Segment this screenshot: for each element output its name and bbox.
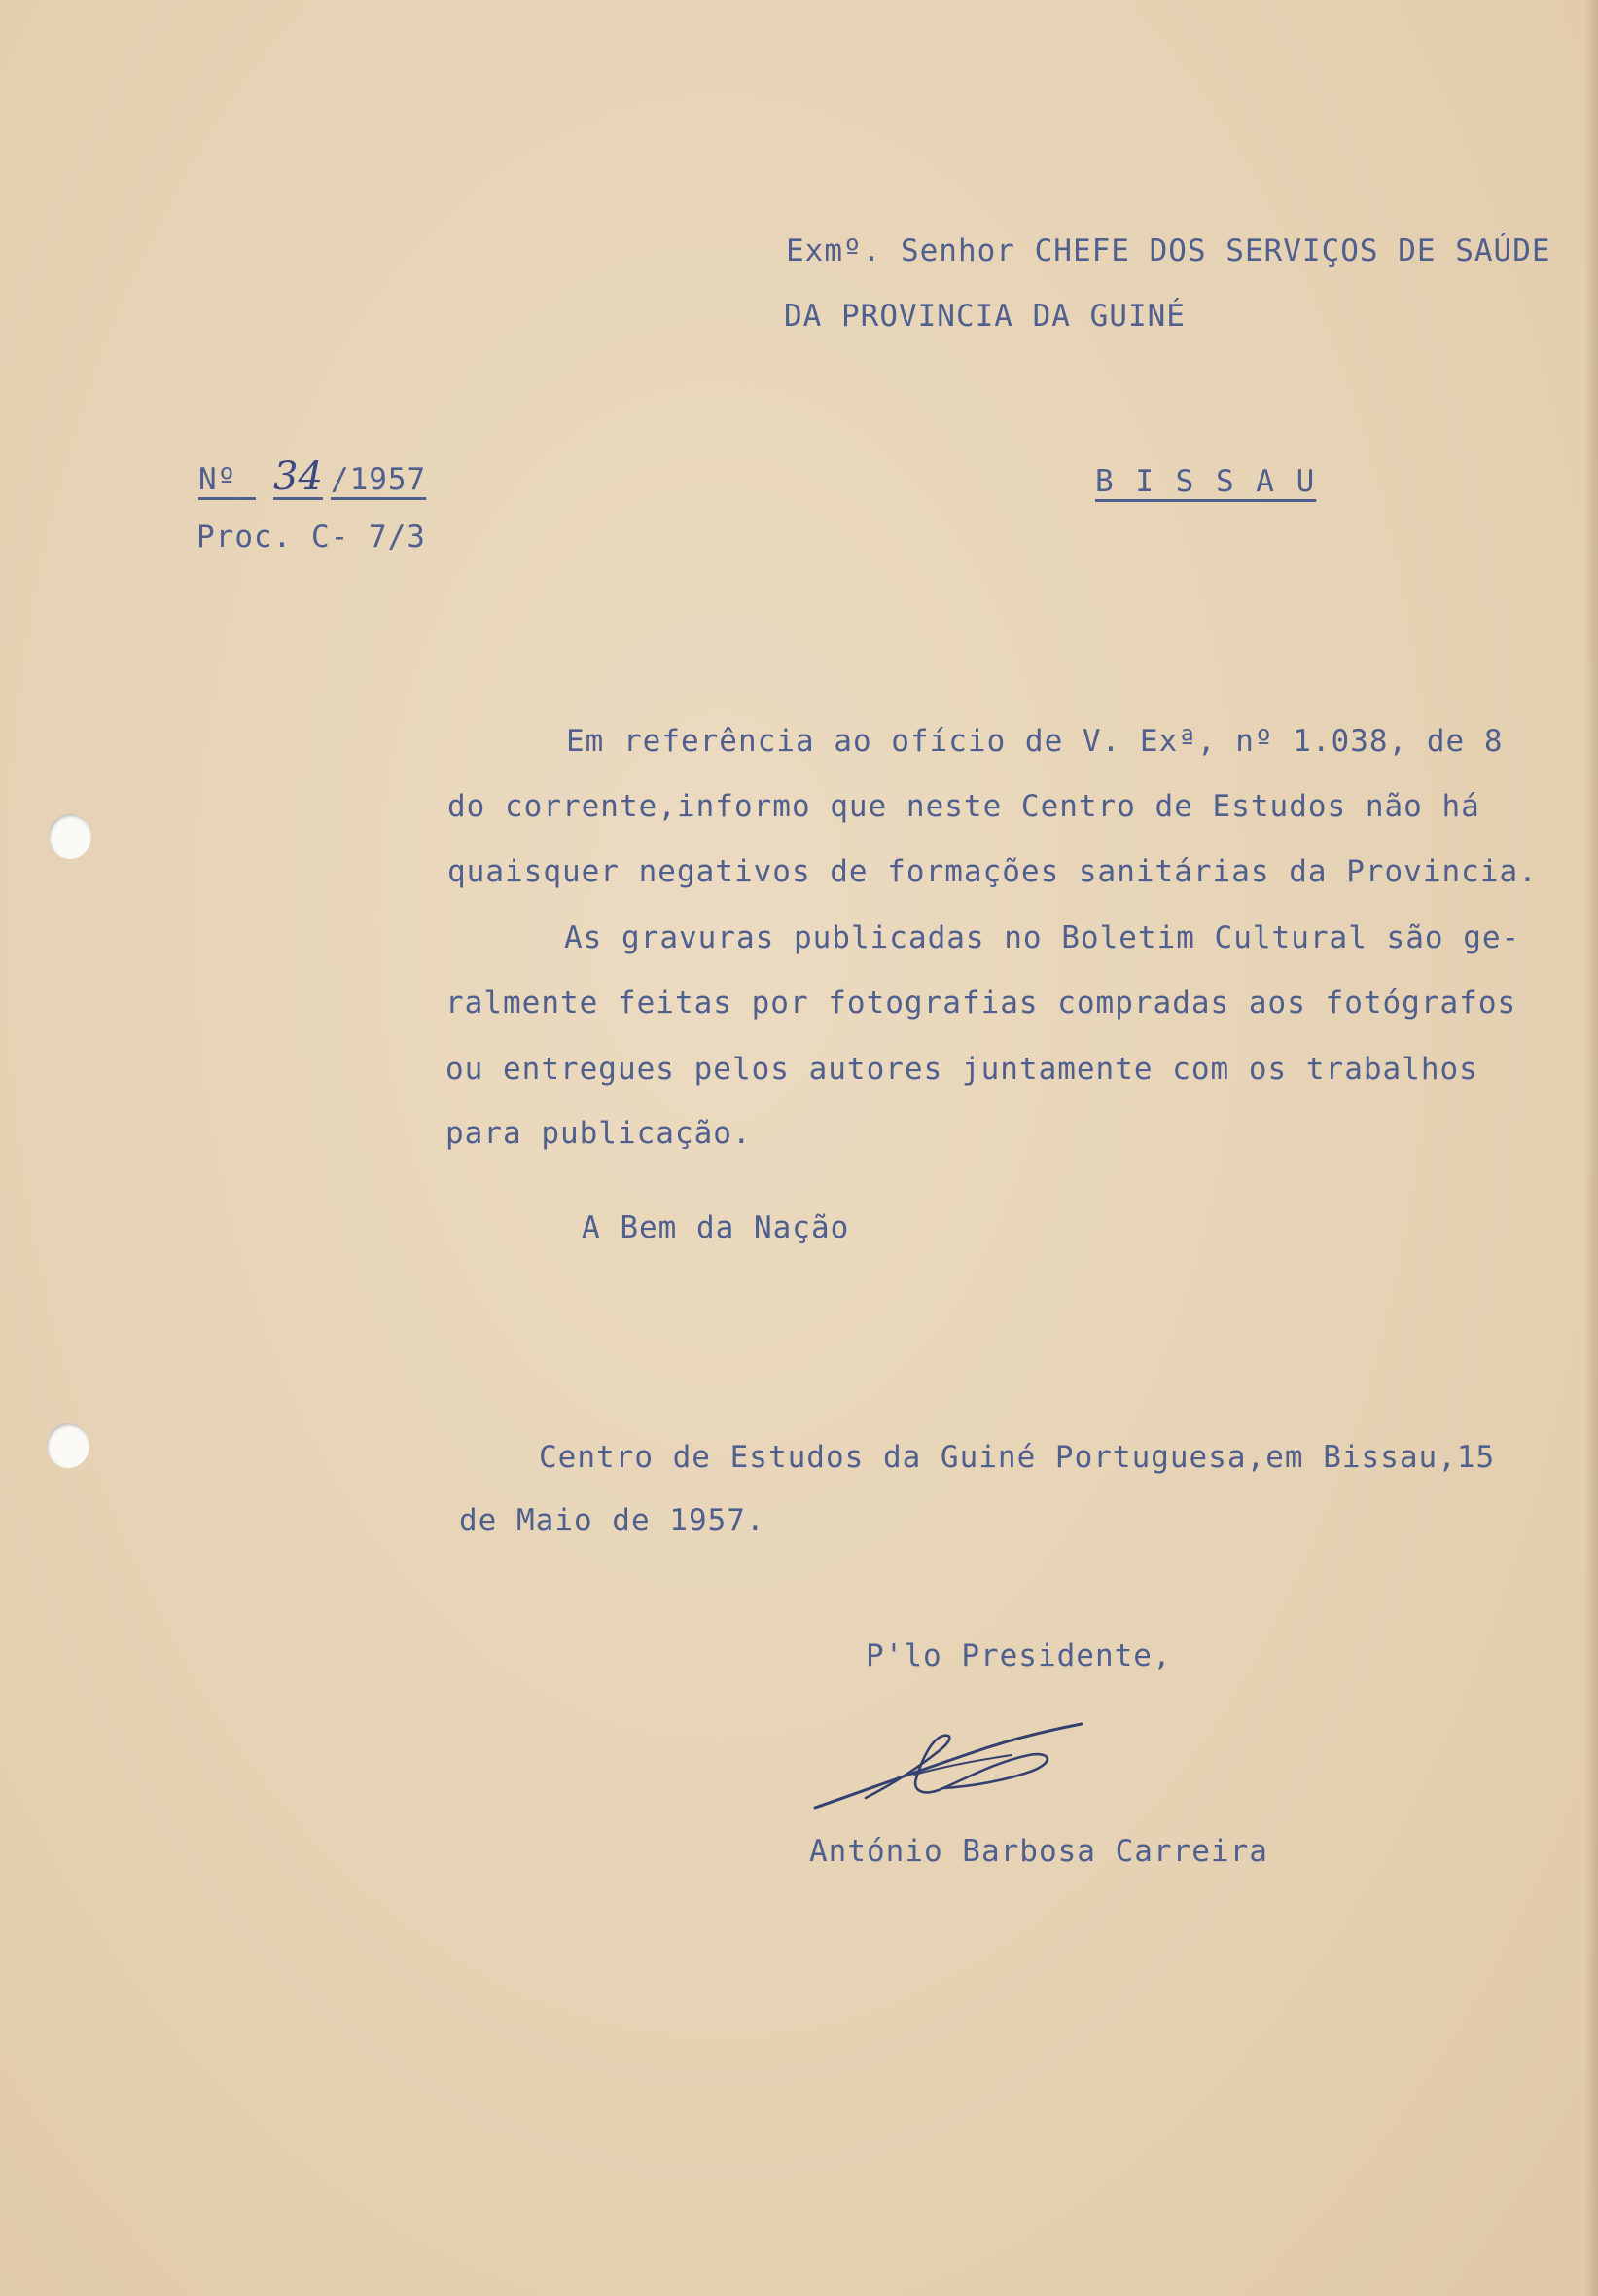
punch-hole-bottom bbox=[47, 1423, 89, 1468]
reference-number-prefix: Nº bbox=[198, 462, 237, 497]
body-p2-line-3: ou entregues pelos autores juntamente com os trabalhos bbox=[445, 1052, 1478, 1087]
addressee-line-1: Exmº. Senhor CHEFE DOS SERVIÇOS DE SAÚDE bbox=[786, 233, 1551, 269]
body-p1-line-3: quaisquer negativos de formações sanitárias da Provincia. bbox=[447, 854, 1538, 889]
process-reference: Proc. C- 7/3 bbox=[196, 520, 426, 555]
addressee-line-2: DA PROVINCIA DA GUINÉ bbox=[784, 299, 1186, 334]
body-p1-line-2: do corrente,informo que neste Centro de Estudos não há bbox=[447, 789, 1480, 824]
handwritten-signature bbox=[807, 1712, 1089, 1819]
signatory-name: António Barbosa Carreira bbox=[809, 1834, 1268, 1869]
punch-hole-top bbox=[49, 814, 91, 859]
body-p2-line-4: para publicação. bbox=[445, 1116, 752, 1151]
closing-formula: A Bem da Nação bbox=[582, 1210, 850, 1245]
body-p1-line-1: Em referência ao ofício de V. Exª, nº 1.038, de 8 bbox=[566, 724, 1504, 759]
body-p2-line-1: As gravuras publicadas no Boletim Cultural são ge- bbox=[564, 920, 1521, 955]
reference-number-year: /1957 bbox=[330, 462, 427, 497]
destination-city: B I S S A U bbox=[1095, 464, 1317, 499]
reference-number bbox=[198, 454, 427, 499]
body-p2-line-2: ralmente feitas por fotografias compradas aos fotógrafos bbox=[445, 986, 1517, 1021]
place-date-line-1: Centro de Estudos da Guiné Portuguesa,em Bissau,15 bbox=[539, 1440, 1496, 1475]
place-date-line-2: de Maio de 1957. bbox=[459, 1503, 765, 1538]
on-behalf-line: P'lo Presidente, bbox=[866, 1638, 1172, 1673]
page-edge-shadow bbox=[1584, 0, 1598, 2296]
reference-number-handwritten: 34 bbox=[273, 454, 323, 499]
